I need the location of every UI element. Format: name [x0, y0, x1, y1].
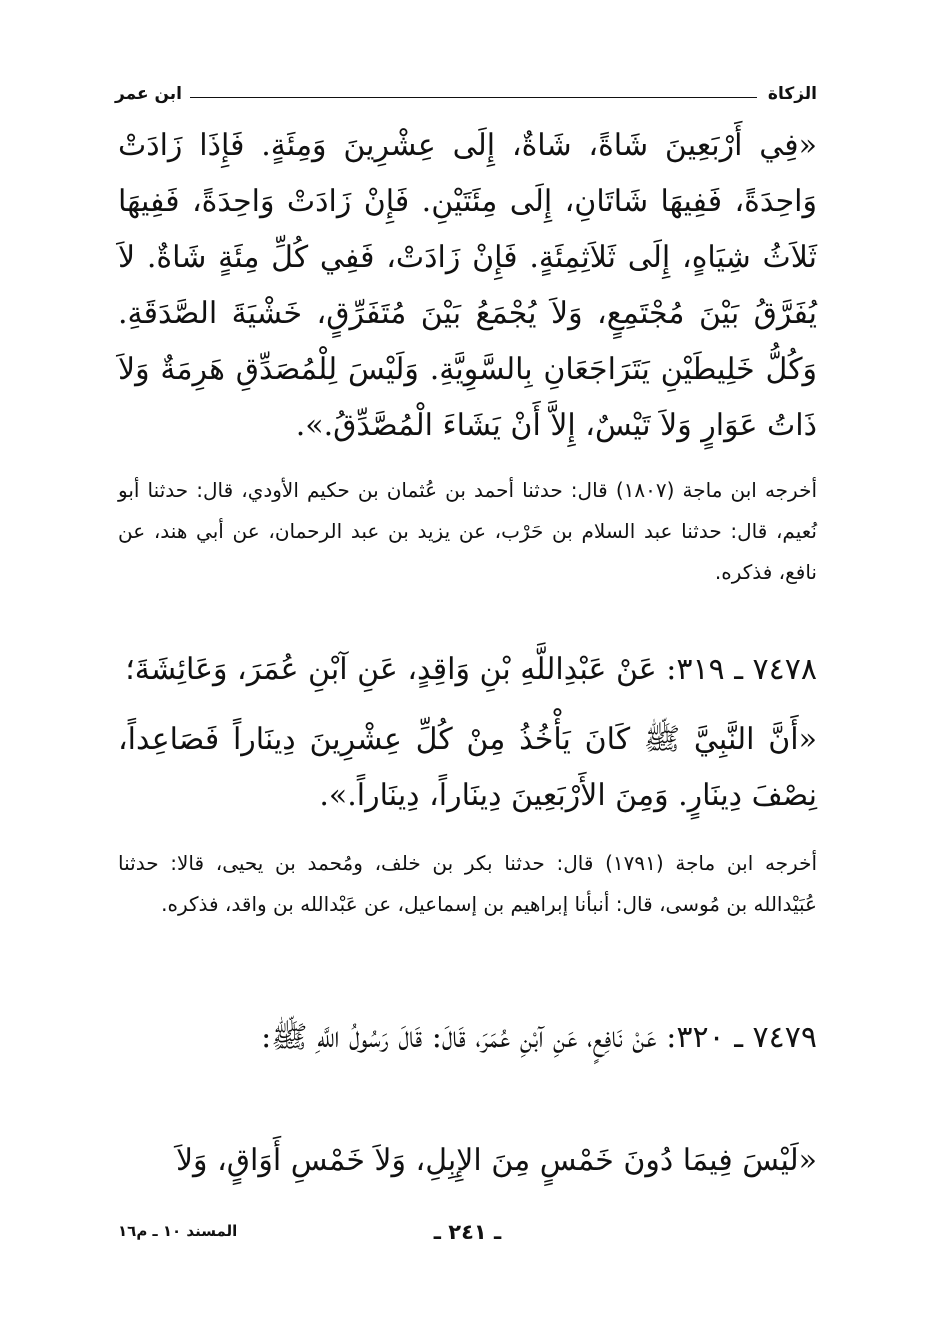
hadith-text: «لَيْسَ فِيمَا دُونَ خَمْسٍ مِنَ الإِبِلِ، وَلاَ خَمْسِ أَوَاقٍ، وَلاَ: [175, 1143, 817, 1178]
signature-mark: المسند ١٠ ـ م١٦: [118, 1222, 238, 1240]
page-footer: [118, 1220, 817, 1250]
hadith-heading: ٧٤٧٨ ـ ٣١٩: عَنْ عَبْدِاللَّهِ بْنِ وَاقِدٍ، عَنِ آبْنِ عُمَرَ، وَعَائِشَةَ؛: [125, 652, 817, 687]
running-header: [115, 84, 817, 112]
header-rule: [190, 97, 757, 98]
takhrij-note: أخرجه ابن ماجة (١٧٩١) قال: حدثنا بكر بن خلف، ومُحمد بن يحيى، قالا: حدثنا عُبَيْدالله بن مُوسى، قال: أنبأنا إبراهيم بن إسماعيل، عن عَبْدالله بن واقد، فذكره.: [118, 851, 818, 916]
hadith-text: «أَنَّ النَّبِيَّ ﷺ كَانَ يَأْخُذُ مِنْ كُلِّ عِشْرِينَ دِينَاراً فَصَاعِداً، نِصْفَ دِينَارٍ. وَمِنَ الأَرْبَعِينَ دِينَاراً، دِينَاراً.».: [118, 722, 817, 813]
hadith-heading: ٧٤٧٩ ـ ٣٢٠: عَنْ نَافِعٍ، عَنِ آبْنِ عُمَرَ، قَالَ: قَالَ رَسُولُ اللَّهِ ﷺ:: [261, 1020, 817, 1055]
section-title: الزكاة: [767, 84, 817, 104]
hadith-text: «فِي أَرْبَعِينَ شَاةً، شَاةٌ، إِلَى عِشْرِينَ وَمِئَةٍ. فَإِذَا زَادَتْ وَاحِدَةً، فَفِيهَا شَاتَانِ، إِلَى مِئَتَيْنِ. فَإِنْ زَادَتْ وَاحِدَةً، فَفِيهَا ثَلاَثُ شِيَاهٍ، إِلَى ثَلاَثِمِئَةٍ. فَإِنْ زَادَتْ، فَفِي كُلِّ مِئَةٍ شَاةٌ. لاَ يُفَرَّقُ بَيْنَ مُجْتَمِعٍ، وَلاَ يُجْمَعُ بَيْنَ مُتَفَرِّقٍ، خَشْيَةَ الصَّدَقَةِ. وَكُلُّ خَلِيطَيْنِ يَتَرَاجَعَانِ بِالسَّوِيَّةِ. وَلَيْسَ لِلْمُصَدِّقِ هَرِمَةٌ وَلاَ ذَاتُ عَوَارٍ وَلاَ تَيْسٌ، إِلاَّ أَنْ يَشَاءَ الْمُصَّدِّقُ.».: [118, 128, 817, 443]
narrator-name: ابن عمر: [115, 84, 183, 104]
takhrij-note: أخرجه ابن ماجة (١٨٠٧) قال: حدثنا أحمد بن عُثمان بن حكيم الأودي، قال: حدثنا أبو نُعيم، قال: حدثنا عبد السلام بن حَرْب، عن يزيد بن عبد الرحمان، عن أبي هند، عن نافع، فذكره.: [118, 478, 818, 584]
page-number: ـ ٢٤١ ـ: [433, 1220, 502, 1244]
